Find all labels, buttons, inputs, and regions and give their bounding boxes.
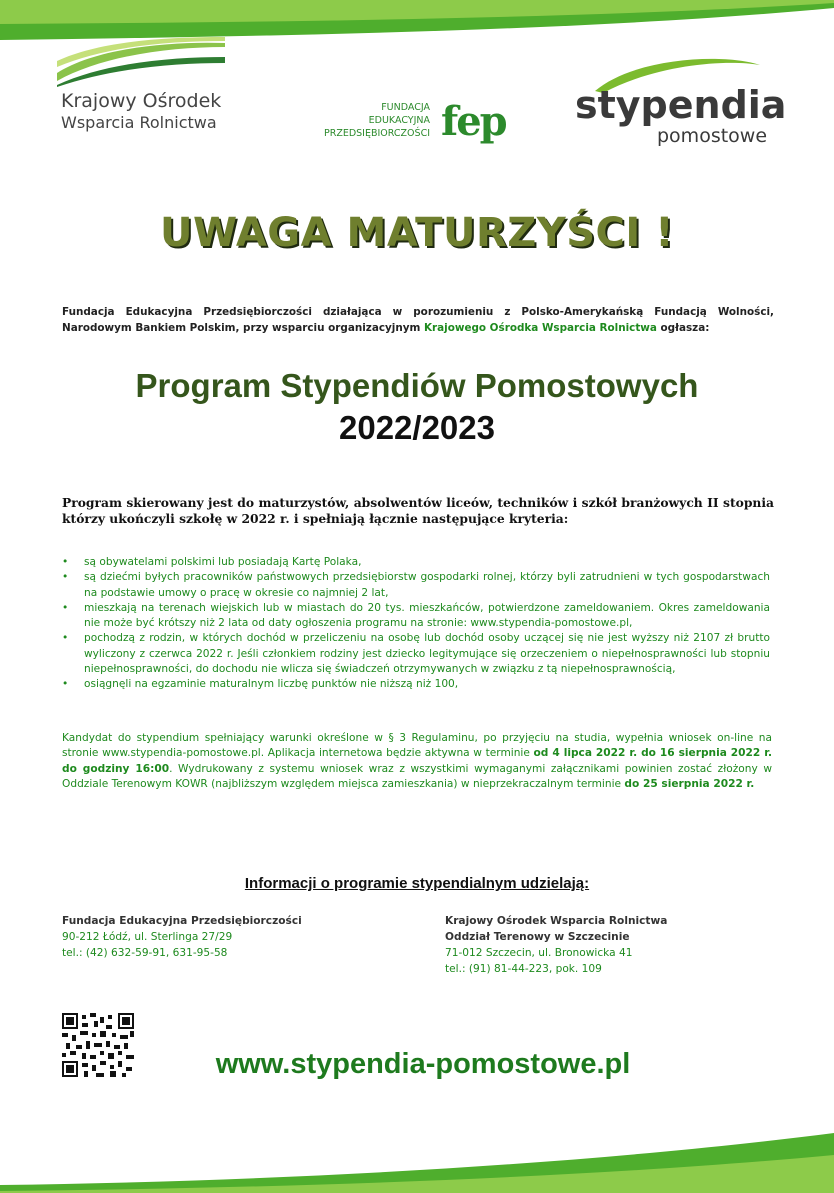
- criteria-list: [62, 555, 770, 693]
- list-item: • mieszkają na terenach wiejskich lub w miastach do 20 tys. mieszkańców, potwierdzone zameldowaniem. Okres zameldowania nie może być krótszy niż 2 lata od daty ogłoszenia programu na stronie: www.stypendia-pomostowe.pl,: [62, 601, 770, 632]
- kowr-emblem-icon: [55, 35, 225, 87]
- intro-tail: ogłasza:: [656, 321, 710, 334]
- fep-text-line2: EDUKACYJNA: [368, 115, 430, 126]
- intro-paragraph: [62, 305, 774, 336]
- contact-kowr: [445, 913, 765, 977]
- info-heading: Informacji o programie stypendialnym udzielają:: [244, 875, 590, 892]
- candidate-text-2: . Wydrukowany z systemu wniosek wraz z wszystkimi wymaganymi załącznikami powinien zostać złożony w Oddziale Terenowym KOWR (najbliższym względem miejsca zamieszkania) w nieprzekraczalnym terminie: [62, 762, 772, 791]
- kowr-name-line1: Krajowy Ośrodek: [61, 90, 222, 112]
- stypendia-word: stypendia: [575, 83, 787, 127]
- list-item: • są dziećmi byłych pracowników państwowych przedsiębiorstw gospodarki rolnej, którzy byli zatrudnieni w tych gospodarstwach na podstawie umowy o pracę w okresie co najmniej 2 lat,: [62, 570, 770, 601]
- bottom-green-swoosh: [0, 1133, 834, 1193]
- pomostowe-word: pomostowe: [657, 125, 768, 147]
- stypendia-pomostowe-logo: [575, 55, 785, 150]
- contact-phone: tel.: (91) 81-44-223, pok. 109: [445, 963, 602, 975]
- kowr-name-line2: Wsparcia Rolnictwa: [61, 113, 217, 132]
- fep-text-line3: PRZEDSIĘBIORCZOŚCI: [324, 128, 430, 139]
- fep-logo: [316, 98, 506, 150]
- candidate-paragraph: [62, 731, 772, 793]
- deadline-date: do 25 sierpnia 2022 r.: [624, 778, 755, 791]
- program-title: Program Stypendiów Pomostowych: [135, 367, 699, 404]
- contact-fep: [62, 913, 382, 961]
- fep-text-line1: FUNDACJA: [381, 102, 430, 113]
- program-year: 2022/2023: [339, 409, 495, 446]
- target-paragraph: Program skierowany jest do maturzystów, absolwentów liceów, techników i szkół branżowych II stopnia którzy ukończyli szkołę w 2022 r. i spełniają łącznie następujące kryteria:: [62, 495, 774, 526]
- contact-name: Krajowy Ośrodek Wsparcia Rolnictwa: [445, 915, 668, 927]
- list-item: • są obywatelami polskimi lub posiadają Kartę Polaka,: [62, 555, 770, 570]
- candidate-text-1: Kandydat do stypendium spełniający warunki określone w § 3 Regulaminu, po przyjęciu na studia, wypełnia wniosek on-line na stronie www.stypendia-pomostowe.pl. Aplikacja internetowa będzie aktywna w terminie: [62, 732, 772, 760]
- list-item: • pochodzą z rodzin, w których dochód w przeliczeniu na osobę lub dochód osoby uczącej się nie jest wyższy niż 2107 zł brutto wyliczony z czerwca 2022 r. Jeśli członkiem rodziny jest dziecko legitymujące się orzeczeniem o niepełnosprawności lub stopniu niepełnosprawności, do dochodu nie wlicza się świadczeń otrzymywanych w związku z tą niepełnosprawnością,: [62, 631, 770, 677]
- website-url[interactable]: www.stypendia-pomostowe.pl: [215, 1048, 631, 1080]
- contact-address: 90-212 Łódź, ul. Sterlinga 27/29: [62, 931, 233, 943]
- contact-branch: Oddział Terenowy w Szczecinie: [445, 931, 630, 943]
- contact-phone: tel.: (42) 632-59-91, 631-95-58: [62, 947, 228, 959]
- contact-address: 71-012 Szczecin, ul. Bronowicka 41: [445, 947, 633, 959]
- top-green-swoosh: [0, 0, 834, 40]
- headline: UWAGA MATURZYŚCI !: [160, 210, 674, 256]
- contact-name: Fundacja Edukacyjna Przedsiębiorczości: [62, 915, 302, 927]
- fep-mark: fep: [441, 98, 506, 145]
- intro-highlight: Krajowego Ośrodka Wsparcia Rolnictwa: [423, 321, 657, 334]
- intro-text: Fundacja Edukacyjna Przedsiębiorczości działająca w porozumieniu z Polsko-Amerykańską Fundacją Wolności, Narodowym Bankiem Polskim, przy wsparciu organizacyjnym: [62, 306, 774, 334]
- list-item: • osiągnęli na egzaminie maturalnym liczbę punktów nie niższą niż 100,: [62, 677, 770, 692]
- kowr-logo: [55, 35, 230, 135]
- application-dates: od 4 lipca 2022 r. do 16 sierpnia 2022 r. do godziny 16:00: [62, 747, 772, 775]
